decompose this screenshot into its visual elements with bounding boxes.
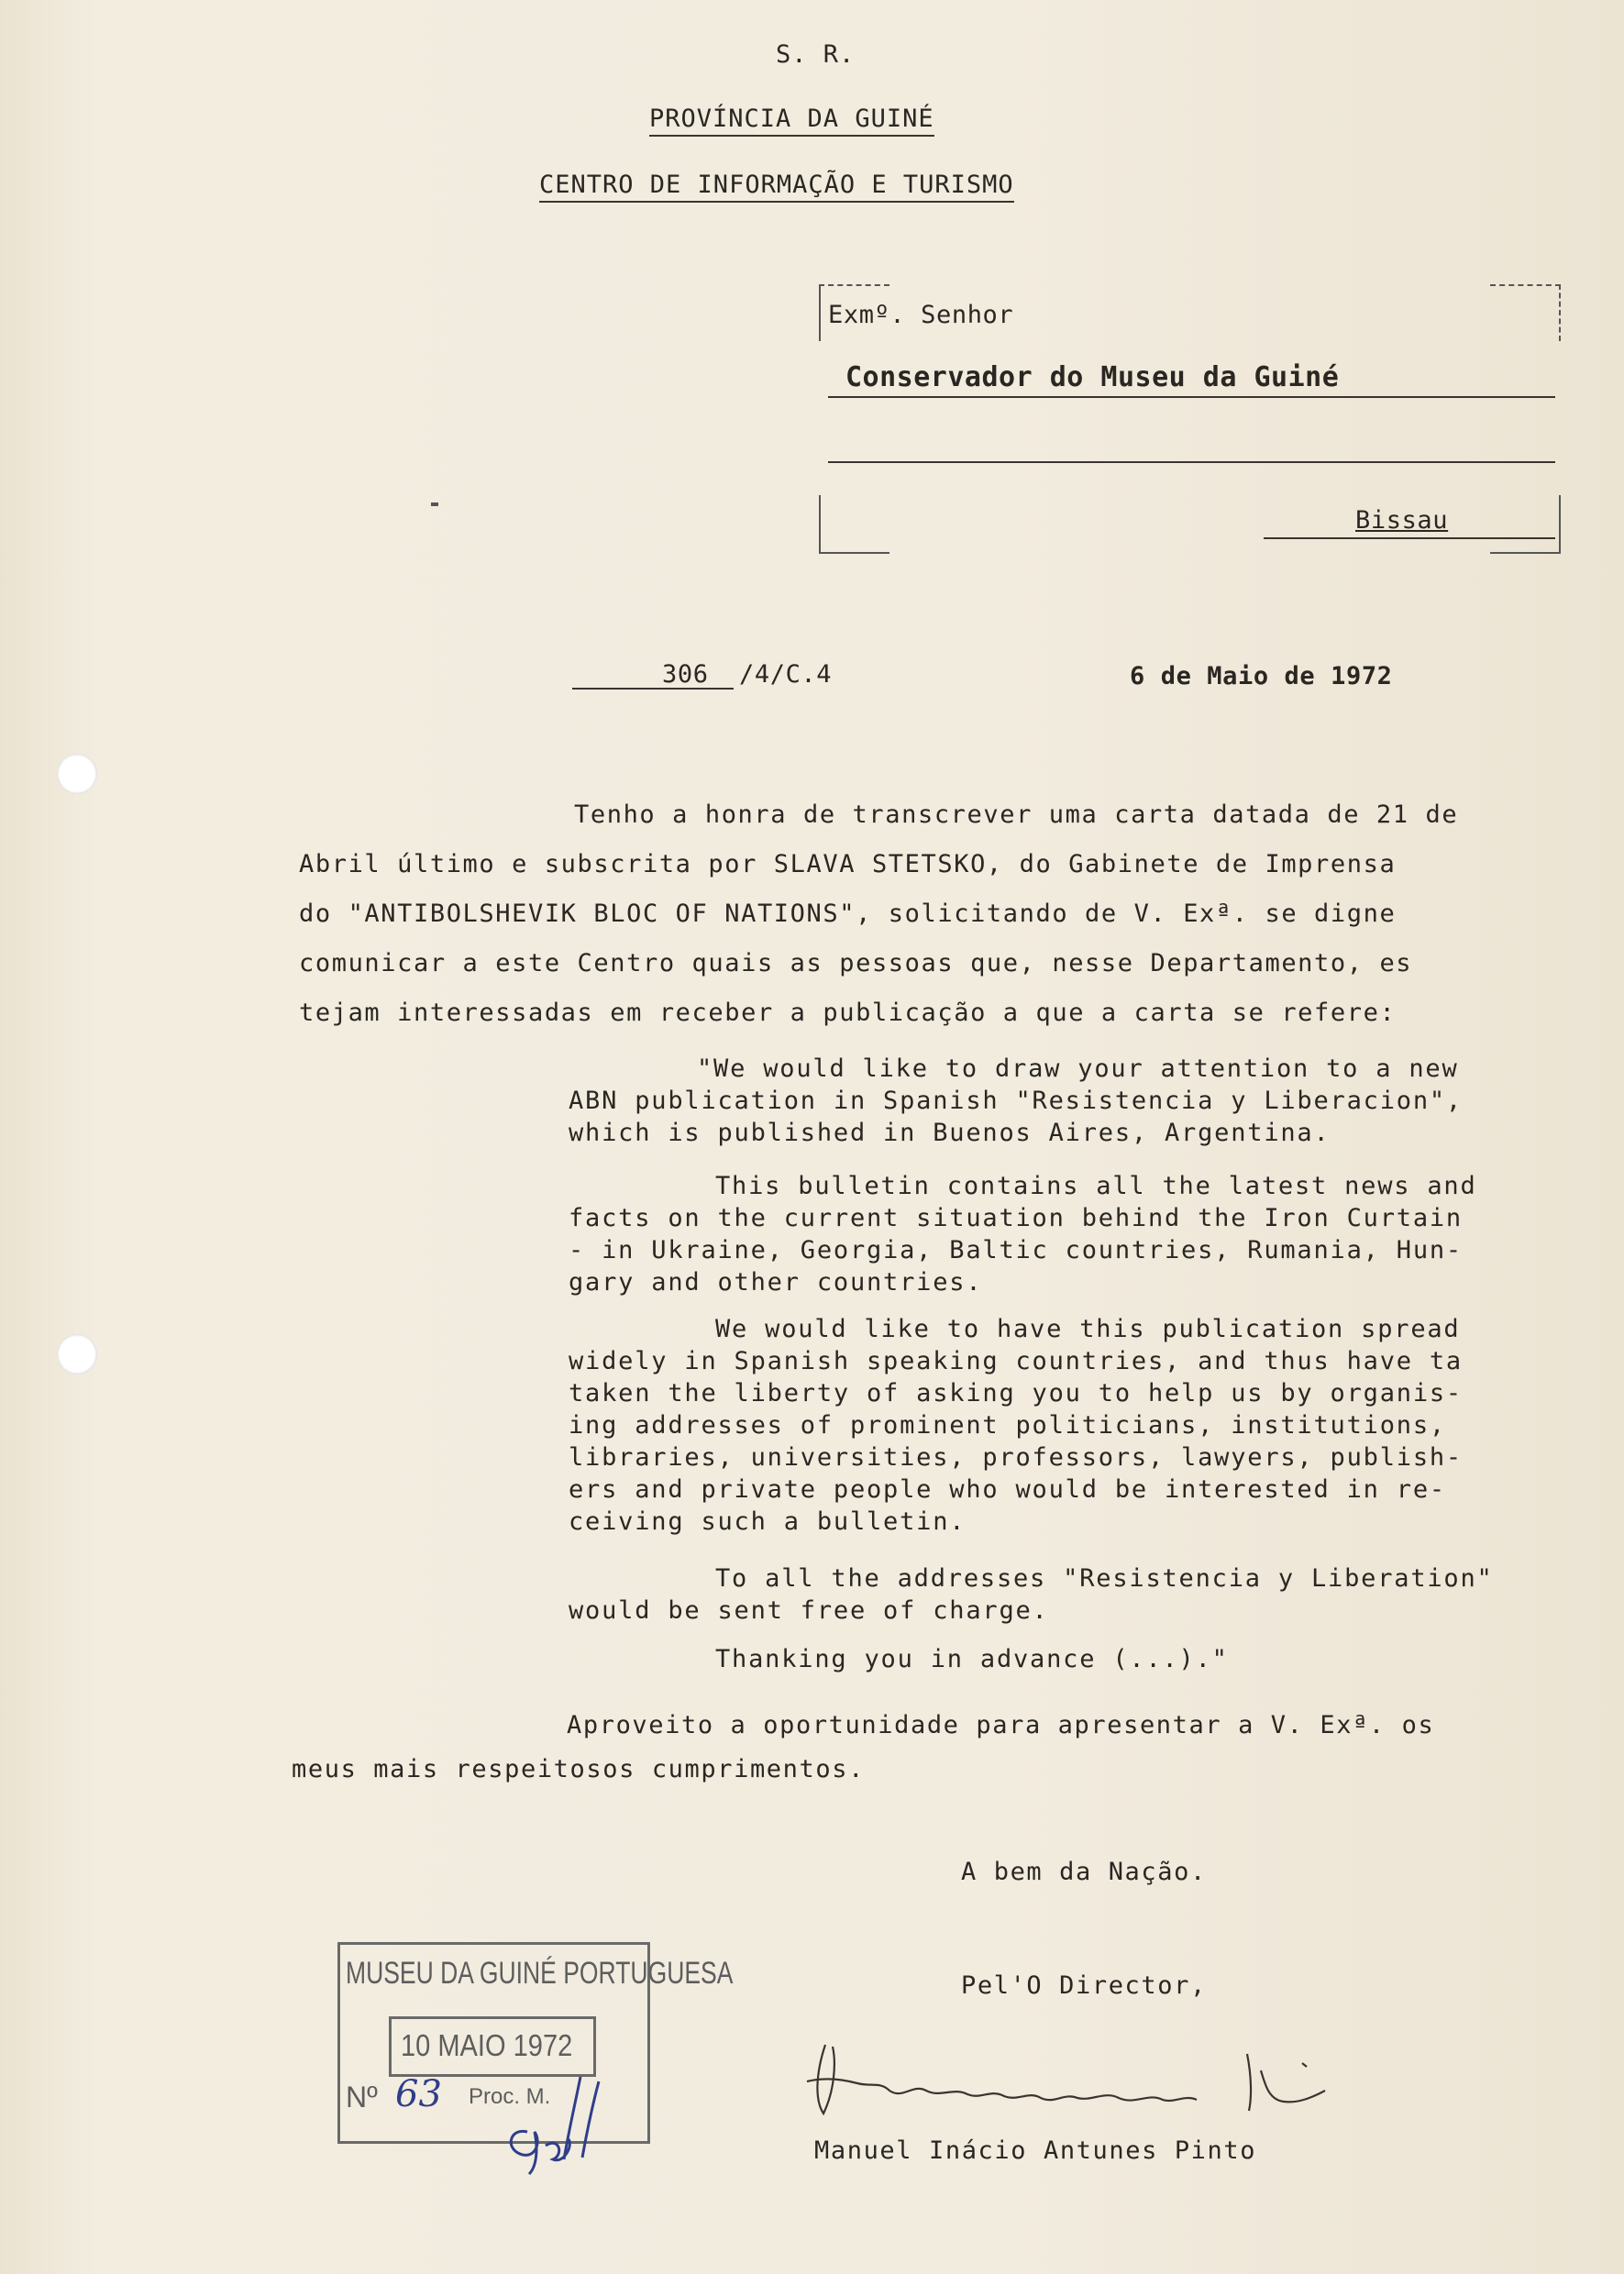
intro-line: Tenho a honra de transcrever uma carta datada de 21 de [574,800,1459,829]
quote-line: widely in Spanish speaking countries, and thus have ta [569,1347,1463,1375]
quote-line: ABN publication in Spanish "Resistencia y Liberacion", [569,1087,1463,1115]
stray-mark [431,502,438,506]
reference-line [572,688,734,690]
address-city: Bissau [1355,506,1449,535]
quote-line: facts on the current situation behind the Iron Curtain [569,1204,1463,1232]
quote-line: would be sent free of charge. [569,1596,1049,1625]
address-corner-tr [1490,284,1561,341]
header-centre: CENTRO DE INFORMAÇÃO E TURISMO [539,171,1014,203]
quote-paragraph-4 [569,1562,1559,1627]
stamp-date: 10 MAIO 1972 [401,2028,573,2062]
address-corner-bl [819,495,889,554]
letter-date: 6 de Maio de 1972 [1130,662,1393,690]
quote-paragraph-5: Thanking you in advance (...)." [715,1645,1229,1673]
punch-hole-bottom [57,1334,97,1374]
quote-line: We would like to have this publication spread [715,1315,1461,1343]
header-sr: S. R. [776,40,856,69]
stamp-no-label: Nº [346,2081,378,2114]
intro-paragraph [299,790,1555,1038]
intro-line: do "ANTIBOLSHEVIK BLOC OF NATIONS", solicitando de V. Exª. se digne [299,900,1397,928]
quote-paragraph-3 [569,1313,1559,1538]
quote-line: gary and other countries. [569,1268,983,1297]
quote-line: - in Ukraine, Georgia, Baltic countries, Rumania, Hun- [569,1236,1463,1264]
intro-line: comunicar a este Centro quais as pessoas que, nesse Departamento, es [299,949,1413,977]
intro-line: tejam interessadas em receber a publicação a que a carta se refere: [299,999,1397,1027]
quote-paragraph-2 [569,1170,1559,1298]
reference-code: /4/C.4 [739,660,833,689]
reference-number: 306 [662,660,709,689]
quote-line: ceiving such a bulletin. [569,1507,967,1536]
valediction: A bem da Nação. [961,1858,1207,1886]
handwritten-signature [789,2026,1394,2136]
quote-line: This bulletin contains all the latest news and [715,1172,1477,1200]
header-province: PROVÍNCIA DA GUINÉ [649,105,934,137]
signatory-name: Manuel Inácio Antunes Pinto [814,2136,1257,2165]
closing-line-1: Aproveito a oportunidade para apresentar a V. Exª. os [567,1711,1435,1739]
quote-line: libraries, universities, professors, lawyers, publish- [569,1443,1463,1472]
quote-line: ers and private people who would be interested in re- [569,1475,1446,1504]
quote-line: taken the liberty of asking you to help us by organis- [569,1379,1463,1407]
address-recipient: Conservador do Museu da Guiné [845,361,1340,393]
signatory-role: Pel'O Director, [961,1971,1207,2000]
address-line-2 [828,461,1555,463]
quote-paragraph-1 [569,1053,1559,1149]
stamp-title-text: MUSEU DA GUINÉ PORTUGUESA [346,1956,734,1991]
stamp-proc-label: Proc. M. [469,2084,551,2109]
quote-line: ing addresses of prominent politicians, institutions, [569,1411,1446,1440]
address-salutation: Exmº. Senhor [828,301,1014,329]
stamp-number: 63 [395,2073,442,2115]
blue-pen-initials [472,2059,628,2178]
quote-line: To all the addresses "Resistencia y Liberation" [715,1564,1494,1593]
intro-line: Abril último e subscrita por SLAVA STETSKO, do Gabinete de Imprensa [299,850,1397,878]
address-corner-br [1490,495,1561,554]
address-line-1 [828,396,1555,398]
punch-hole-top [57,754,97,794]
closing-line-2: meus mais respeitosos cumprimentos. [292,1755,865,1783]
address-line-3 [1264,537,1555,539]
quote-line: "We would like to draw your attention to a new [697,1054,1459,1083]
quote-line: which is published in Buenos Aires, Argentina. [569,1119,1331,1147]
stamp-title [346,1956,733,1992]
